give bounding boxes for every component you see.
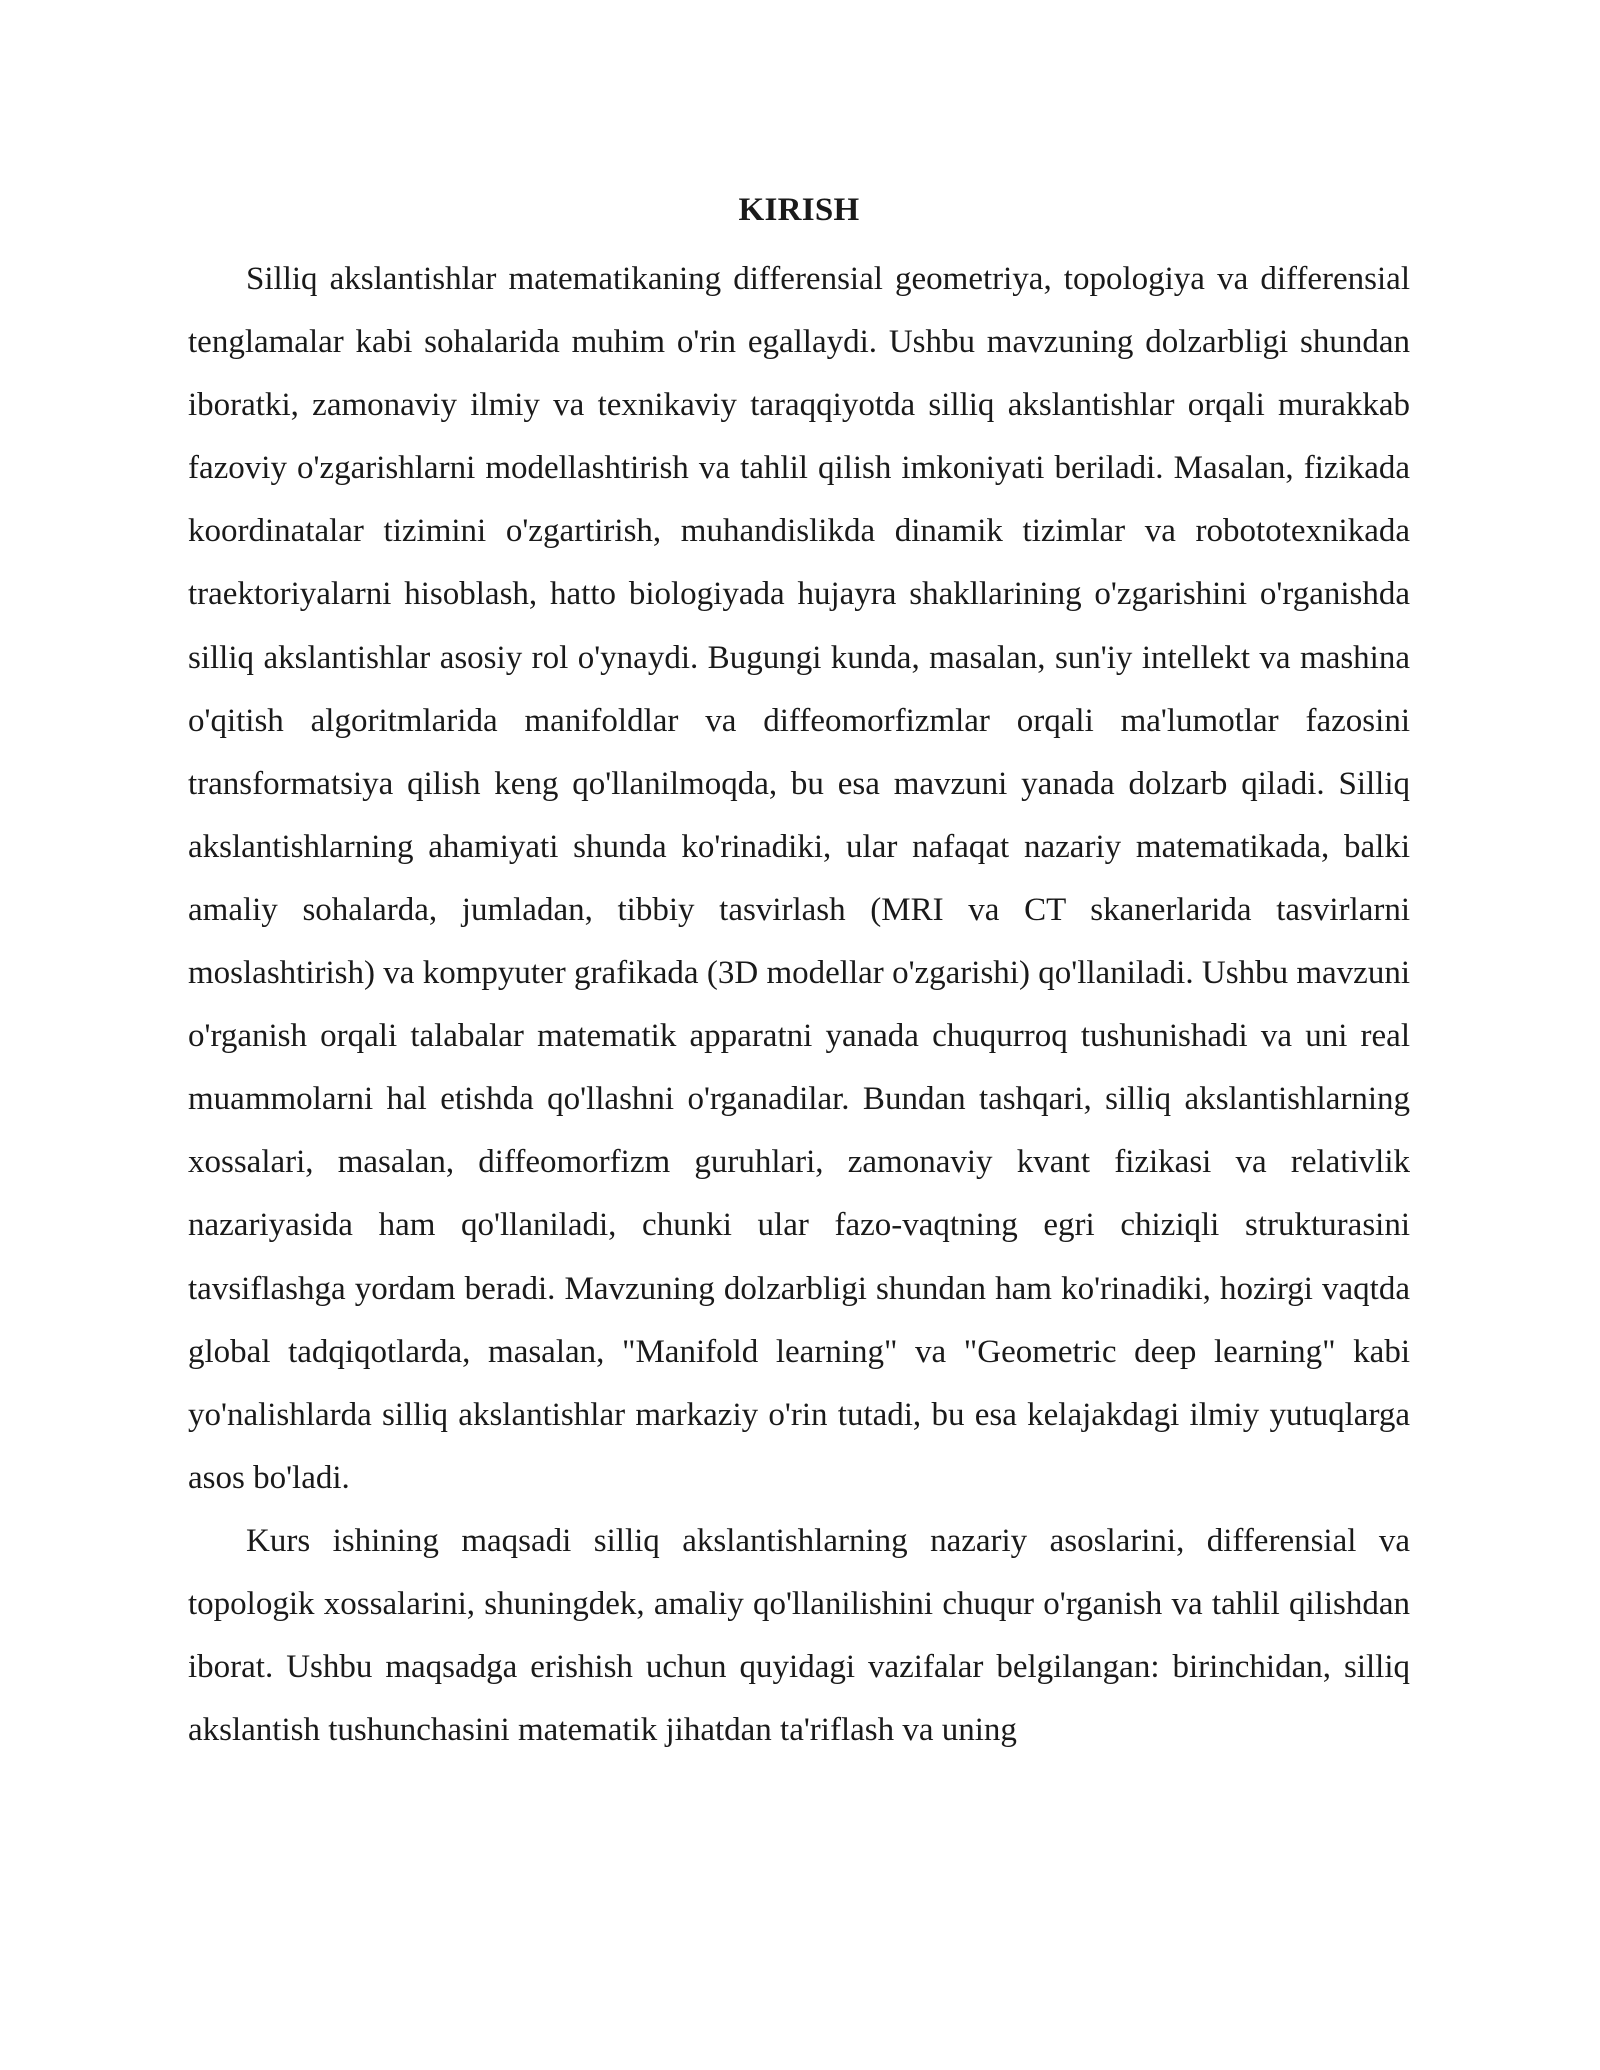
paragraph-goal: Kurs ishining maqsadi silliq akslantishlarning nazariy asoslarini, differensial va topologik xossalarini, shuningdek, amaliy qo'llanilishini chuqur o'rganish va tahlil qilishdan iborat. Ushbu maqsadga erishish uchun quyidagi vazifalar belgilangan: birinchidan, silliq akslantish tushunchasini matematik jihatdan ta'riflash va uning xyxy=(188,1522,1410,1749)
paragraph-relevance: Silliq akslantishlar matematikaning differensial geometriya, topologiya va differensial tenglamalar kabi sohalarida muhim o'rin egallaydi. Ushbu mavzuning dolzarbligi shundan iboratki, zamonaviy ilmiy va texnikaviy taraqqiyotda silliq akslantishlar orqali murakkab fazoviy o'zgarishlarni modellashtirish va tahlil qilish imkoniyati beriladi. Masalan, fizikada koordinatalar tizimini o'zgartirish, muhandislikda dinamik tizimlar va robototexnikada traektoriyalarni hisoblash, hatto biologiyada hujayra shakllarining o'zgarishini o'rganishda silliq akslantishlar asosiy rol o'ynaydi. Bugungi kunda, masalan, sun'iy intellekt va mashina o'qitish algoritmlarida manifoldlar va diffeomorfizmlar orqali ma'lumotlar fazosini transformatsiya qilish keng qo'llanilmoqda, bu esa mavzuni yanada dolzarb qiladi. Silliq akslantishlarning ahamiyati shunda ko'rinadiki, ular nafaqat nazariy matematikada, balki amaliy sohalarda, jumladan, tibbiy tasvirlash (MRI va CT skanerlarida tasvirlarni moslashtirish) va kompyuter grafikada (3D modellar o'zgarishi) qo'llaniladi. Ushbu mavzuni o'rganish orqali talabalar matematik apparatni yanada chuqurroq tushunishadi va uni real muammolarni hal etishda qo'llashni o'rganadilar. Bundan tashqari, silliq akslantishlarning xossalari, masalan, diffeomorfizm guruhlari, zamonaviy kvant fizikasi va relativlik nazariyasida ham qo'llaniladi, chunki ular fazo-vaqtning egri chiziqli strukturasini tavsiflashga yordam beradi. Mavzuning dolzarbligi shundan ham ko'rinadiki, hozirgi vaqtda global tadqiqotlarda, masalan, "Manifold learning" va "Geometric deep learning" kabi yo'nalishlarda silliq akslantishlar markaziy o'rin tutadi, bu esa kelajakdagi ilmiy yutuqlarga asos bo'ladi. xyxy=(188,261,1410,1496)
document-page xyxy=(188,186,1410,1762)
page-title: KIRISH xyxy=(738,192,860,228)
